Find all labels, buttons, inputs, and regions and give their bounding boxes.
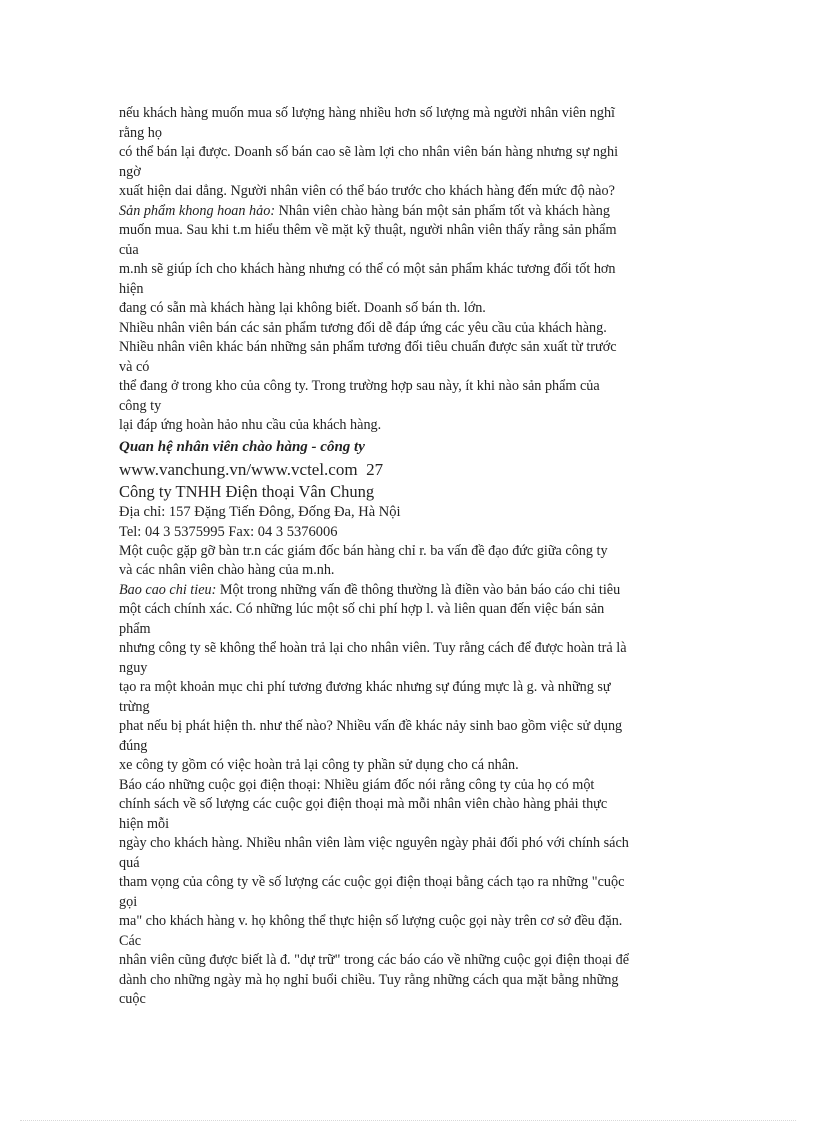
text-line: nhân viên cũng được biết là đ. "dự trữ" trong các báo cáo về những cuộc gọi điện thoại để <box>119 952 629 968</box>
inline-label: Sản phẩm khong hoan hảo: <box>119 202 276 219</box>
text-line: chính sách về số lượng các cuộc gọi điện thoại mà mỗi nhân viên chào hàng phải thực <box>119 796 608 812</box>
text-line: và các nhân viên chào hàng của m.nh. <box>119 562 335 578</box>
paragraph-line <box>119 581 709 601</box>
text-line: hiện mỗi <box>119 815 170 832</box>
text-line: đang có sẵn mà khách hàng lại không biết. Doanh số bán th. lớn. <box>119 300 486 316</box>
document-page <box>119 104 709 1010</box>
text-line: có thể bán lại được. Doanh số bán cao sẽ làm lợi cho nhân viên bán hàng nhưng sự nghi <box>119 144 619 160</box>
website-link[interactable]: www.vanchung.vn/www.vctel.com <box>119 459 358 479</box>
text-line: công ty <box>119 397 162 414</box>
text-line: ngày cho khách hàng. Nhiều nhân viên làm việc nguyên ngày phải đối phó với chính sách <box>119 835 629 851</box>
text-line: ma" cho khách hàng v. họ không thể thực hiện số lượng cuộc gọi này trên cơ sở đều đặn. <box>119 913 623 929</box>
inline-text: Nhân viên chào hàng bán một sản phẩm tốt và khách hàng <box>275 202 610 219</box>
text-line: m.nh sẽ giúp ích cho khách hàng nhưng có thể có một sản phẩm khác tương đối tốt hơn <box>119 261 616 277</box>
text-line: dành cho những ngày mà họ nghỉ buổi chiều. Tuy rằng những cách qua mặt bằng những <box>119 971 619 988</box>
text-line: xe công ty gồm có việc hoàn trả lại công ty phần sử dụng cho cá nhân. <box>119 757 519 773</box>
page-number: 27 <box>366 459 384 479</box>
text-line: Nhiều nhân viên khác bán những sản phẩm tương đối tiêu chuẩn được sản xuất từ trước <box>119 339 617 355</box>
text-line: cuộc <box>119 991 146 1007</box>
text-line: Một cuộc gặp gỡ bàn tr.n các giám đốc bán hàng chỉ r. ba vấn đề đạo đức giữa công ty <box>119 542 608 559</box>
text-line: và có <box>119 358 150 375</box>
text-line: của <box>119 241 139 258</box>
text-line: nhưng công ty sẽ không thể hoàn trả lại cho nhân viên. Tuy rằng cách để được hoàn trả là <box>119 640 627 656</box>
paragraph-block-4 <box>119 600 709 1010</box>
company-address: Địa chỉ: 157 Đặng Tiến Đông, Đống Đa, Hà Nội <box>119 503 401 520</box>
page-bottom-rule <box>20 1120 796 1121</box>
company-name: Công ty TNHH Điện thoại Vân Chung <box>119 481 375 501</box>
text-line: lại đáp ứng hoàn hảo nhu cầu của khách hàng. <box>119 417 382 433</box>
website-line <box>119 459 709 481</box>
section-heading: Quan hệ nhân viên chào hàng - công ty <box>119 438 365 455</box>
paragraph-block-3 <box>119 542 709 581</box>
text-line: Các <box>119 932 142 949</box>
text-line: trừng <box>119 698 150 715</box>
text-line: phat nếu bị phát hiện th. như thế nào? Nhiều vấn đề khác nảy sinh bao gồm việc sử dụng <box>119 718 623 734</box>
text-line: quá <box>119 854 140 871</box>
text-line: hiện <box>119 280 144 297</box>
inline-label: Bao cao chi tieu: <box>119 581 217 598</box>
text-line: một cách chính xác. Có những lúc một số chi phí hợp l. và liên quan đến việc bán sản <box>119 601 605 617</box>
company-phone: Tel: 04 3 5375995 Fax: 04 3 5376006 <box>119 523 338 540</box>
text-line: Báo cáo những cuộc gọi điện thoại: Nhiều giám đốc nói rằng công ty của họ có một <box>119 776 595 793</box>
paragraph-line <box>119 202 709 222</box>
text-line: gọi <box>119 893 138 910</box>
text-line: tham vọng của công ty về số lượng các cuộc gọi điện thoại bằng cách tạo ra những "cuộc <box>119 874 625 890</box>
text-line: thể đang ở trong kho của công ty. Trong trường hợp sau này, ít khi nào sản phẩm của <box>119 378 600 394</box>
text-line: đúng <box>119 737 148 754</box>
text-line: nguy <box>119 659 148 676</box>
text-line: tạo ra một khoản mục chi phí tương đương khác nhưng sự đúng mực là g. và những sự <box>119 679 611 695</box>
text-line: phẩm <box>119 620 151 637</box>
paragraph-block-1 <box>119 104 709 202</box>
text-line: rằng họ <box>119 124 162 141</box>
text-line: muốn mua. Sau khi t.m hiểu thêm về mặt kỹ thuật, người nhân viên thấy rằng sản phẩm <box>119 222 617 238</box>
text-line: Nhiều nhân viên bán các sản phẩm tương đối dễ đáp ứng các yêu cầu của khách hàng. <box>119 319 607 336</box>
text-line: xuất hiện dai dẳng. Người nhân viên có thể báo trước cho khách hàng đến mức độ nào? <box>119 183 615 199</box>
paragraph-block-2 <box>119 221 709 436</box>
text-line: nếu khách hàng muốn mua số lượng hàng nhiều hơn số lượng mà người nhân viên nghĩ <box>119 105 615 121</box>
text-line: ngờ <box>119 163 141 180</box>
inline-text: Một trong những vấn đề thông thường là điền vào bản báo cáo chi tiêu <box>216 581 621 598</box>
